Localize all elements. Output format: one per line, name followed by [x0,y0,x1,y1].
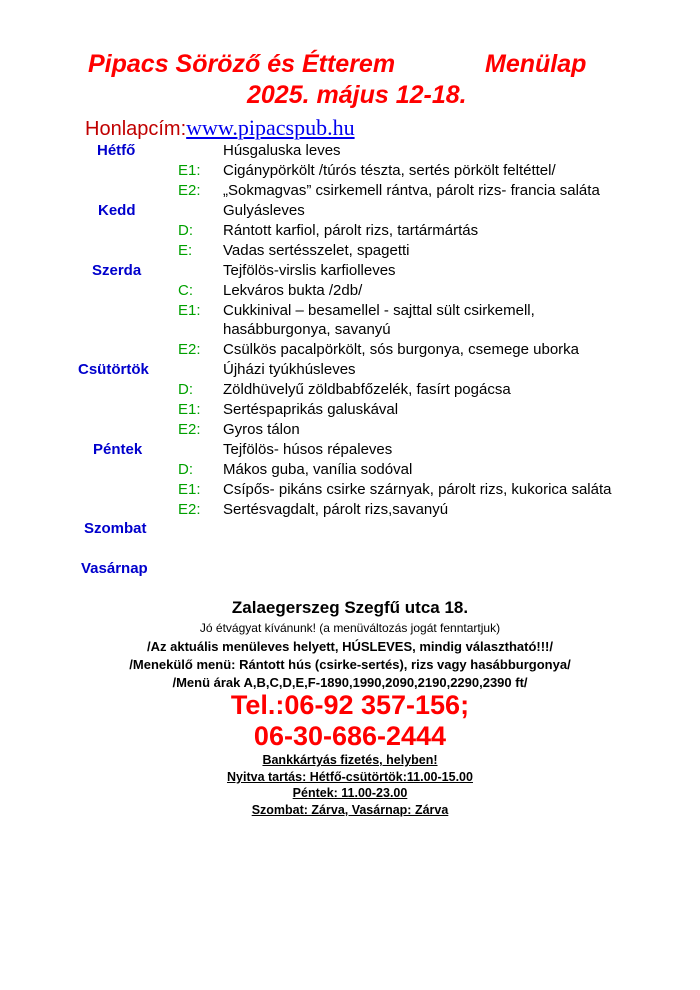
menu-code: E1: [178,401,201,418]
menu-label: Menülap [485,50,587,78]
menu-dish: Csülkös pacalpörkölt, sós burgonya, csemege uborka [223,341,580,358]
day-tuesday: Kedd [98,202,136,219]
menu-dish: „Sokmagvas” csirkemell rántva, párolt rizs- francia saláta [223,182,600,199]
menu-dish: Tejfölös- húsos répaleves [223,441,393,458]
menu-code: E2: [178,421,201,438]
menu-code: C: [178,282,193,299]
menu-code: E1: [178,162,201,179]
hours-mon-thu: Nyitva tartás: Hétfő-csütörtök:11.00-15.00 [227,770,473,784]
menu-dish: Gulyásleves [223,202,305,219]
page-title [88,50,587,79]
website-link[interactable]: www.pipacspub.hu [186,115,355,140]
menu-dish: Vadas sertésszelet, spagetti [223,242,410,259]
menu-code: E2: [178,341,201,358]
phone-primary: Tel.:06-92 357-156; [230,690,470,720]
menu-code: E1: [178,302,201,319]
menu-dish: Sertéspaprikás galuskával [223,401,399,418]
menu-dish: Cukkinival – besamellel - sajttal sült csirkemell, [223,302,535,319]
menu-dish: hasábburgonya, savanyú [223,321,391,338]
day-friday: Péntek [93,441,143,458]
note-soup: /Az aktuális menüleves helyett, HÚSLEVES, mindig választható!!!/ [147,639,553,654]
menu-dish: Mákos guba, vanília sodóval [223,461,413,478]
menu-dish: Zöldhüvelyű zöldbabfőzelék, fasírt pogácsa [223,381,511,398]
menu-dish: Cigánypörkölt /túrós tészta, sertés pörkölt feltéttel/ [223,162,556,179]
menu-code: D: [178,222,193,239]
menu-dish: Sertésvagdalt, párolt rizs,savanyú [223,501,449,518]
day-monday: Hétfő [97,142,136,159]
menu-dish: Húsgaluska leves [223,142,341,159]
menu-dish: Tejfölös-virslis karfiolleves [223,262,396,279]
menu-code: E1: [178,481,201,498]
menu-code: D: [178,381,193,398]
menu-code: E: [178,242,193,259]
website-label: Honlapcím: [85,118,187,140]
phone-mobile: 06-30-686-2444 [253,721,447,751]
restaurant-name: Pipacs Söröző és Étterem [88,50,396,78]
day-wednesday: Szerda [92,262,142,279]
wish-text: Jó étvágyat kívánunk! (a menüváltozás jogát fenntartjuk) [199,621,501,635]
menu-dish: Lekváros bukta /2db/ [223,282,363,299]
menu-dish: Gyros tálon [223,421,300,438]
note-prices: /Menü árak A,B,C,D,E,F-1890,1990,2090,2190,2290,2390 ft/ [172,675,528,690]
day-saturday: Szombat [84,520,147,537]
hours-weekend: Szombat: Zárva, Vasárnap: Zárva [251,803,449,817]
address: Zalaegerszeg Szegfű utca 18. [231,598,469,617]
payment-info: Bankkártyás fizetés, helyben! [262,753,438,767]
menu-dish: Rántott karfiol, párolt rizs, tartármártás [223,222,479,239]
menu-code: D: [178,461,193,478]
menu-code: E2: [178,501,201,518]
note-escape-menu: /Menekülő menü: Rántott hús (csirke-sertés), rizs vagy hasábburgonya/ [129,657,571,672]
menu-code: E2: [178,182,201,199]
hours-friday: Péntek: 11.00-23.00 [292,786,408,800]
menu-dish: Újházi tyúkhúsleves [223,361,356,378]
day-sunday: Vasárnap [81,560,148,577]
menu-dish: Csípős- pikáns csirke szárnyak, párolt rizs, kukorica saláta [223,481,612,498]
day-thursday: Csütörtök [78,361,149,378]
website-line [85,115,355,141]
menu-date: 2025. május 12-18. [247,81,467,109]
